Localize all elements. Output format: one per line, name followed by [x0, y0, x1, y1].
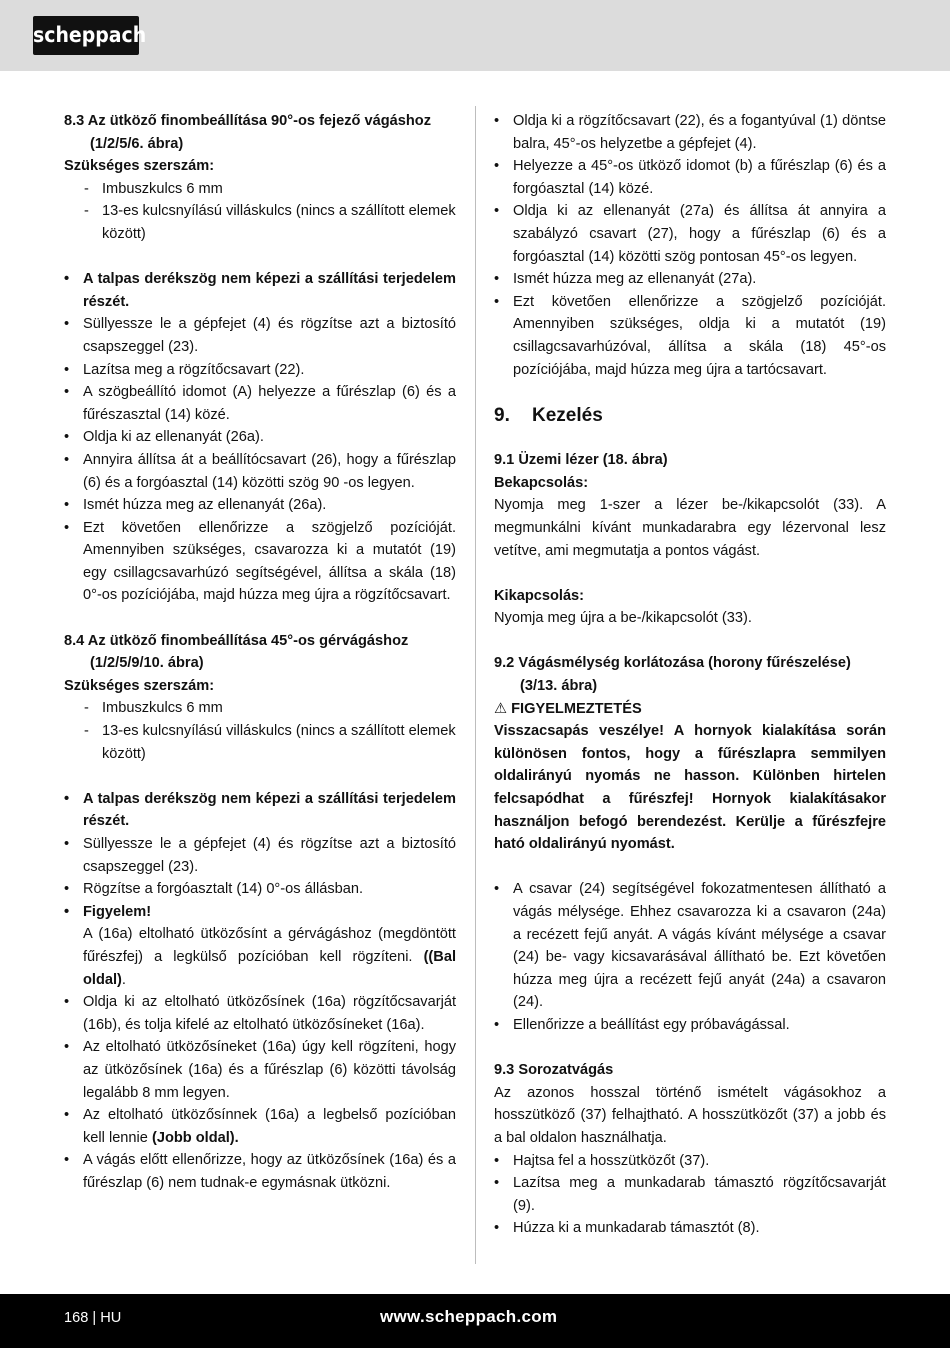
footer-bar: [0, 1294, 950, 1348]
list-item: • Annyira állítsa át a beállítócsavart (26), hogy a fűrészlap (6) és a forgóasztal (14) közötti szög 90 -os legyen.: [64, 449, 456, 494]
list-item: • Ellenőrizze a beállítást egy próbavágással.: [494, 1014, 886, 1037]
switch-on-text: Nyomja meg 1-szer a lézer be-/kikapcsolót (33). A megmunkálni kívánt munkadarabra egy lézervonal lesz vetítve, ami megmutatja a pontos vágást.: [494, 497, 886, 559]
list-item: • Oldja ki az eltolható ütközősínek (16a) rögzítőcsavarját (16b), és tolja kifelé az eltolható ütközősíneket (16a).: [64, 991, 456, 1036]
list-item: • A csavar (24) segítségével fokozatmentesen állítható a vágás mélysége. Ehhez csavarozza ki a csavaron (24a) a recézett fejű anyát. A vágás kívánt mélysége a csavar (24) be- vagy kicsavarásával állítható be. Ezt követően húzza meg újra a recézett fejű anyát (24a) a csavaron (24).: [494, 878, 886, 1014]
list-item: • Hajtsa fel a hosszütközőt (37).: [494, 1150, 886, 1173]
tools-label: Szükséges szerszám:: [64, 158, 215, 175]
list-item: • A vágás előtt ellenőrizze, hogy az ütközősínek (16a) és a fűrészlap (6) nem tudnak-e egymásnak ütközni.: [64, 1149, 456, 1194]
section-9-3-text: Az azonos hosszal történő ismételt vágásokhoz a hosszütköző (37) felhajtható. A hosszütközőt (37) a jobb és a bal oldalon használhatja.: [494, 1084, 886, 1146]
section-9-2-title: 9.2 Vágásmélység korlátozása (horony fűrészelése) (3/13. ábra): [494, 655, 851, 695]
switch-on-label: Bekapcsolás:: [494, 474, 589, 491]
list-item: • Az eltolható ütközősínnek (16a) a legbelső pozícióban kell lennie (Jobb oldal).: [64, 1104, 456, 1149]
chapter-9-heading: 9. Kezelés: [494, 405, 603, 427]
website-link[interactable]: www.scheppach.com: [380, 1307, 558, 1326]
section-9-3-title: 9.3 Sorozatvágás: [494, 1062, 614, 1079]
page-number: 168 | HU: [64, 1310, 122, 1326]
list-item: • Ezt követően ellenőrizze a szögjelző pozícióját. Amennyiben szükséges, csavarozza ki a mutatót (19) egy csillagcsavarhúzó segítségével, állítsa a skála (18) 0°-os pozíciójába, majd húzza meg újra a rögzítőcsavart.: [64, 517, 456, 607]
scheppach-logo: scheppach: [33, 16, 139, 55]
list-item: • Rögzítse a forgóasztalt (14) 0°-os állásban.: [64, 878, 456, 901]
list-item: • Helyezze a 45°-os ütköző idomot (b) a fűrészlap (6) és a forgóasztal (14) közé.: [494, 155, 886, 200]
list-item: • Süllyessze le a gépfejet (4) és rögzítse azt a biztosító csapszeggel (23).: [64, 833, 456, 878]
list-item: • Ismét húzza meg az ellenanyát (27a).: [494, 268, 886, 291]
list-item: • Oldja ki a rögzítőcsavart (22), és a fogantyúval (1) döntse balra, 45°-os helyzetbe a gépfejet (4).: [494, 110, 886, 155]
attention-side: ((Bal oldal): [83, 948, 456, 988]
left-column: [64, 110, 456, 1195]
tool-item: - Imbuszkulcs 6 mm: [64, 697, 456, 720]
section-8-4-title: 8.4 Az ütköző finombeállítása 45°-os gérvágáshoz (1/2/5/9/10. ábra): [64, 632, 409, 672]
list-item: • Ezt követően ellenőrizze a szögjelző pozícióját. Amennyiben szükséges, oldja ki a mutatót (19) csillagcsavarhúzóval, állítsa a skála (18) 45°-os pozíciójába, majd húzza meg újra a tartócsavart.: [494, 291, 886, 381]
list-item: • Lazítsa meg a munkadarab támasztó rögzítőcsavarját (9).: [494, 1172, 886, 1217]
warning-label: ⚠ FIGYELMEZTETÉS: [494, 700, 642, 717]
column-divider: [475, 106, 476, 1264]
switch-off-label: Kikapcsolás:: [494, 587, 585, 604]
section-8-3-title: 8.3 Az ütköző finombeállítása 90°-os fejező vágáshoz (1/2/5/6. ábra): [64, 113, 431, 152]
switch-off-text: Nyomja meg újra a be-/kikapcsolót (33).: [494, 610, 752, 627]
attention-text: A (16a) eltolható ütközősínt a gérvágáshoz (megdöntött fűrészfej) a legkülső pozícióban kell rögzíteni.: [83, 926, 456, 965]
tools-label: Szükséges szerszám:: [64, 677, 215, 694]
right-column: [494, 110, 886, 1240]
list-item: • A szögbeállító idomot (A) helyezze a fűrészlap (6) és a fűrészasztal (14) közé.: [64, 381, 456, 426]
list-item: • Ismét húzza meg az ellenanyát (26a).: [64, 494, 456, 517]
list-item: • Az eltolható ütközősíneket (16a) úgy kell rögzíteni, hogy az ütközősínek (16a) és a fűrészlap (6) közötti távolság legalább 8 mm legyen.: [64, 1036, 456, 1104]
tool-item: - Imbuszkulcs 6 mm: [64, 178, 456, 201]
tool-item: - 13-es kulcsnyílású villáskulcs (nincs a szállított elemek között): [64, 200, 456, 245]
list-item: • A talpas derékszög nem képezi a szállítási terjedelem részét.: [64, 268, 456, 313]
tool-item: - 13-es kulcsnyílású villáskulcs (nincs a szállított elemek között): [64, 720, 456, 765]
list-item: • A talpas derékszög nem képezi a szállítási terjedelem részét.: [64, 788, 456, 833]
list-item: • Lazítsa meg a rögzítőcsavart (22).: [64, 359, 456, 382]
attention-label: Figyelem!: [83, 903, 152, 920]
attention-item: • Figyelem! A (16a) eltolható ütközősínt a gérvágáshoz (megdöntött fűrészfej) a legkülső pozícióban kell rögzíteni. ((Bal oldal).: [64, 901, 456, 991]
section-9-1-title: 9.1 Üzemi lézer (18. ábra): [494, 452, 668, 469]
header-bar: [0, 0, 950, 71]
inner-side: (Jobb oldal).: [151, 1129, 239, 1146]
warning-text: Visszacsapás veszélye! A hornyok kialakítása során különösen fontos, hogy a fűrészlapra semmilyen oldalirányú nyomás ne hasson. Különben hirtelen felcsapódhat a fűrészfej! Hornyok kialakításakor használjon befogó berendezést. Kerülje a fűrészfejre ható oldalirányú nyomást.: [494, 723, 886, 853]
list-item: • Süllyessze le a gépfejet (4) és rögzítse azt a biztosító csapszeggel (23).: [64, 313, 456, 358]
list-item: • Húzza ki a munkadarab támasztót (8).: [494, 1217, 886, 1240]
list-item: • Oldja ki az ellenanyát (27a) és állítsa át annyira a szabályzó csavart (27), hogy a fűrészlap (6) és a forgóasztal (14) közötti szög pontosan 45°-os legyen.: [494, 200, 886, 268]
list-item: • Oldja ki az ellenanyát (26a).: [64, 426, 456, 449]
